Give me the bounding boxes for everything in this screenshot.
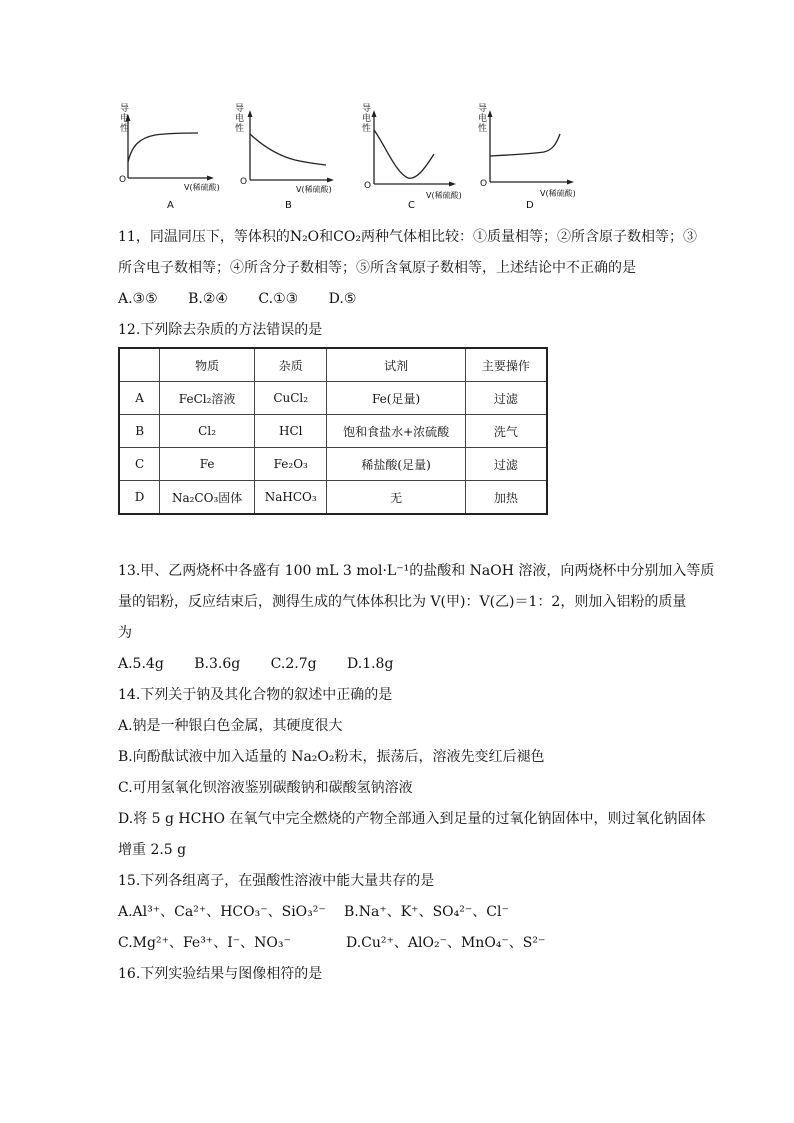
table-cell: Fe(足量) [327,382,465,415]
q11-options [118,289,356,309]
q13-line2: 量的铝粉，反应结束后，测得生成的气体体积比为 V(甲)：V(乙)＝1：2，则加入铝粉的质量 [118,594,687,610]
q15-option-c[interactable]: C.Mg²⁺、Fe³⁺、I⁻、NO₃⁻ [118,935,291,951]
graph-b [230,100,335,218]
table-header-row [119,348,547,382]
table-header-cell: 物质 [160,348,255,382]
table-cell: A [119,382,160,415]
graph-b-origin: O [240,177,248,187]
table-header-cell [119,348,160,382]
graph-a [110,100,220,218]
table-cell: 稀盐酸(足量) [327,448,465,481]
graph-d-origin: O [480,179,488,189]
table-cell: FeCl₂溶液 [160,382,255,415]
q13-line1: 13.甲、乙两烧杯中各盛有 100 mL 3 mol·L⁻¹的盐酸和 NaOH 溶液，向两烧杯中分别加入等质 [118,563,715,579]
q15-stem: 15.下列各组离子，在强酸性溶液中能大量共存的是 [118,873,435,889]
table-cell: 加热 [465,481,547,515]
q13-option-d[interactable]: D.1.8g [347,656,394,672]
q13-option-a[interactable]: A.5.4g [118,656,164,672]
table-cell: B [119,415,160,448]
table-cell: Cl₂ [160,415,255,448]
q12-stem: 12.下列除去杂质的方法错误的是 [118,322,323,338]
q14-stem: 14.下列关于钠及其化合物的叙述中正确的是 [118,687,393,703]
table-row [119,415,547,448]
q13-line3: 为 [118,625,132,641]
table-cell: Fe [160,448,255,481]
q14-option-b[interactable]: B.向酚酞试液中加入适量的 Na₂O₂粉末，振荡后，溶液先变红后褪色 [118,749,545,765]
graph-a-ylabel: 导电性 [120,104,130,134]
q14-option-a[interactable]: A.钠是一种银白色金属，其硬度很大 [118,718,343,734]
q11-option-d[interactable]: D.⑤ [328,291,357,307]
graph-a-caption: A [167,200,174,211]
graph-c-ylabel: 导电性 [362,104,372,134]
table-cell: C [119,448,160,481]
graph-c-xlabel: V(稀硫酸) [426,191,462,200]
q11-option-b[interactable]: B.②④ [188,291,228,307]
table-cell: CuCl₂ [254,382,326,415]
q12-table [118,347,548,515]
q13-option-c[interactable]: C.2.7g [270,656,317,672]
graph-b-xlabel: V(稀硫酸) [296,185,332,194]
table-header-cell: 试剂 [327,348,465,382]
q11-line1: 11，同温同压下，等体积的N₂O和CO₂两种气体相比较：①质量相等；②所含原子数相等；③ [118,229,697,245]
q15-option-a[interactable]: A.Al³⁺、Ca²⁺、HCO₃⁻、SiO₃²⁻ [118,904,326,920]
graph-c-curve [374,130,434,178]
q16-stem: 16.下列实验结果与图像相符的是 [118,966,323,982]
table-row [119,481,547,515]
table-cell: 饱和食盐水+浓硫酸 [327,415,465,448]
table-cell: 过滤 [465,448,547,481]
q11-line2: 所含电子数相等；④所含分子数相等；⑤所含氧原子数相等，上述结论中不正确的是 [118,260,636,276]
conductivity-graphs [110,100,580,220]
table-header-cell: 杂质 [254,348,326,382]
graph-a-xlabel: V(稀硫酸) [184,183,220,192]
graph-c-caption: C [408,200,415,211]
table-cell: 过滤 [465,382,547,415]
table-header-cell: 主要操作 [465,348,547,382]
graph-b-ylabel: 导电性 [235,104,245,134]
table-cell: D [119,481,160,515]
graph-c [350,100,462,218]
q13-options [118,654,393,674]
q14-option-d-cont: 增重 2.5 g [118,842,187,858]
q11-option-a[interactable]: A.③⑤ [118,291,158,307]
table-cell: HCl [254,415,326,448]
graph-d-curve [490,134,560,156]
table-cell: 洗气 [465,415,547,448]
graph-d [470,100,575,218]
table-cell: Na₂CO₃固体 [160,481,255,515]
graph-d-ylabel: 导电性 [478,104,488,134]
graph-d-caption: D [526,200,534,211]
table-row [119,382,547,415]
table-cell: 无 [327,481,465,515]
graph-b-curve [250,134,326,165]
q15-option-b[interactable]: B.Na⁺、K⁺、SO₄²⁻、Cl⁻ [344,904,509,920]
q14-option-c[interactable]: C.可用氢氧化钡溶液鉴别碳酸钠和碳酸氢钠溶液 [118,780,413,796]
graph-b-caption: B [285,200,292,211]
graph-c-origin: O [364,181,372,191]
graph-a-origin: O [119,175,127,185]
q15-option-d[interactable]: D.Cu²⁺、AlO₂⁻、MnO₄⁻、S²⁻ [346,935,546,951]
q14-option-d[interactable]: D.将 5 g HCHO 在氧气中完全燃烧的产物全部通入到足量的过氧化钠固体中，则过氧化钠固体 [118,811,706,827]
graph-a-curve [128,133,198,162]
table-row [119,448,547,481]
table-cell: NaHCO₃ [254,481,326,515]
q11-option-c[interactable]: C.①③ [258,291,299,307]
q13-option-b[interactable]: B.3.6g [194,656,241,672]
table-cell: Fe₂O₃ [254,448,326,481]
graph-d-xlabel: V(稀硫酸) [540,189,576,198]
